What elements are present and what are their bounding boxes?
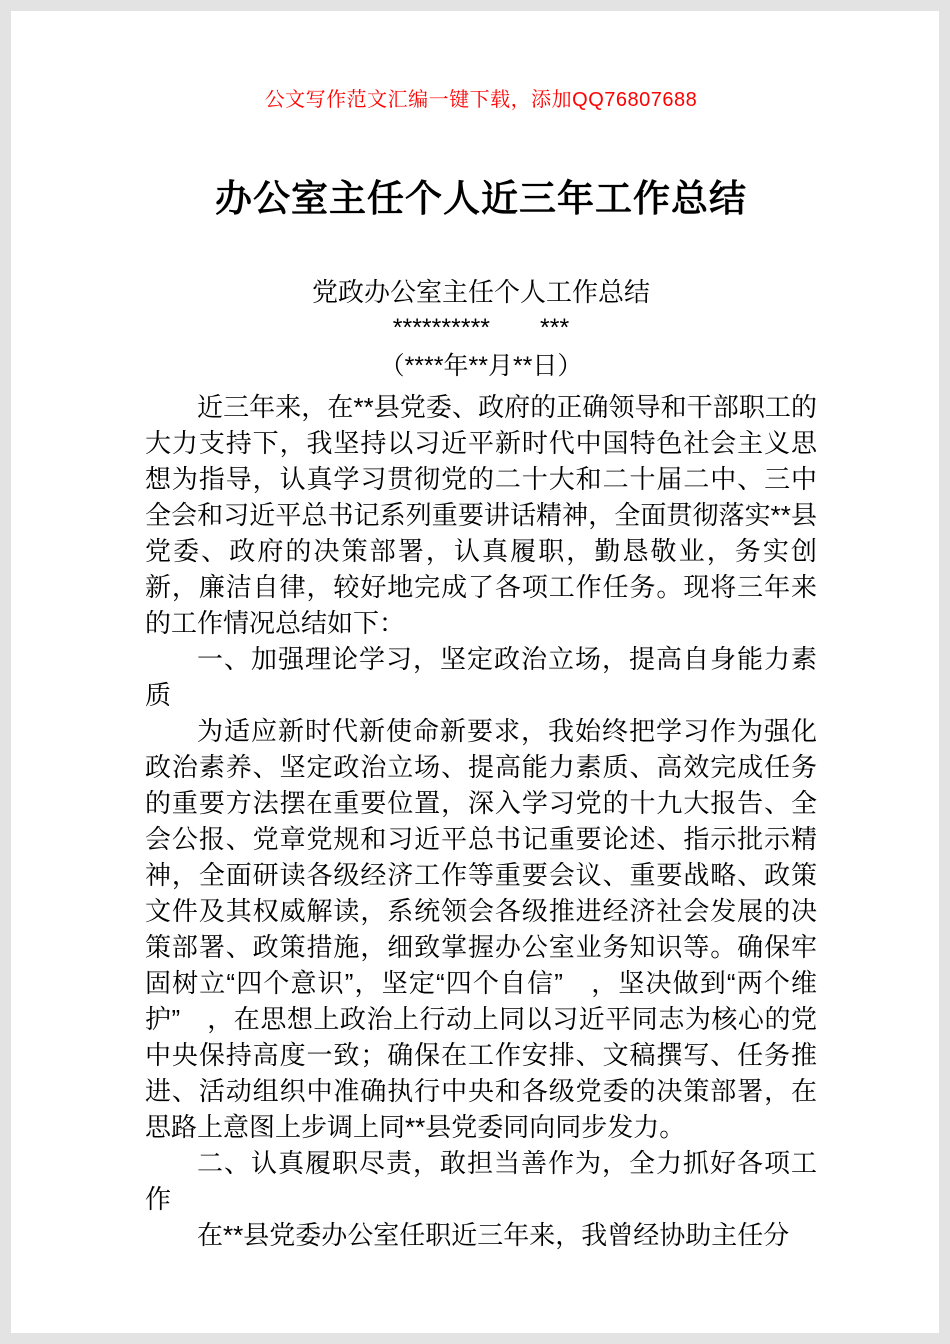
author-placeholder-line: ********** *** bbox=[392, 314, 570, 342]
body-paragraph: 近三年来，在**县党委、政府的正确领导和干部职工的大力支持下，我坚持以习近平新时代中国特色社会主义思想为指导，认真学习贯彻党的二十大和二十届二中、三中全会和习近平总书记系列重要讲话精神，全面贯彻落实**县党委、政府的决策部署，认真履职，勤恳敬业，务实创新，廉洁自律，较好地完成了各项工作任务。现将三年来的工作情况总结如下： bbox=[145, 392, 817, 638]
document-body bbox=[145, 389, 817, 1253]
body-paragraph: 为适应新时代新使命新要求，我始终把学习作为强化政治素养、坚定政治立场、提高能力素质、高效完成任务的重要方法摆在重要位置，深入学习党的十九大报告、全会公报、党章党规和习近平总书记重要论述、指示批示精神，全面研读各级经济工作等重要会议、重要战略、政策文件及其权威解读，系统领会各级推进经济社会发展的决策部署、政策措施，细致掌握办公室业务知识等。确保牢固树立“四个意识”，坚定“四个自信” ，坚决做到“两个维护” ，在思想上政治上行动上同以习近平同志为核心的党中央保持高度一致；确保在工作安排、文稿撰写、任务推进、活动组织中准确执行中央和各级党委的决策部署，在思路上意图上步调上同**县党委同向同步发力。 bbox=[145, 716, 817, 1142]
ad-banner-text: 公文写作范文汇编一键下载，添加QQ76807688 bbox=[264, 89, 698, 111]
section-heading-1: 一、加强理论学习，坚定政治立场，提高自身能力素质 bbox=[145, 644, 817, 710]
body-paragraph: 在**县党委办公室任职近三年来，我曾经协助主任分 bbox=[197, 1220, 790, 1250]
document-title: 办公室主任个人近三年工作总结 bbox=[215, 178, 747, 219]
document-page bbox=[11, 11, 939, 1333]
section-heading-2: 二、认真履职尽责，敢担当善作为，全力抓好各项工作 bbox=[145, 1148, 817, 1214]
date-placeholder-line: （****年**月**日） bbox=[379, 352, 583, 380]
document-subtitle: 党政办公室主任个人工作总结 bbox=[311, 277, 650, 307]
